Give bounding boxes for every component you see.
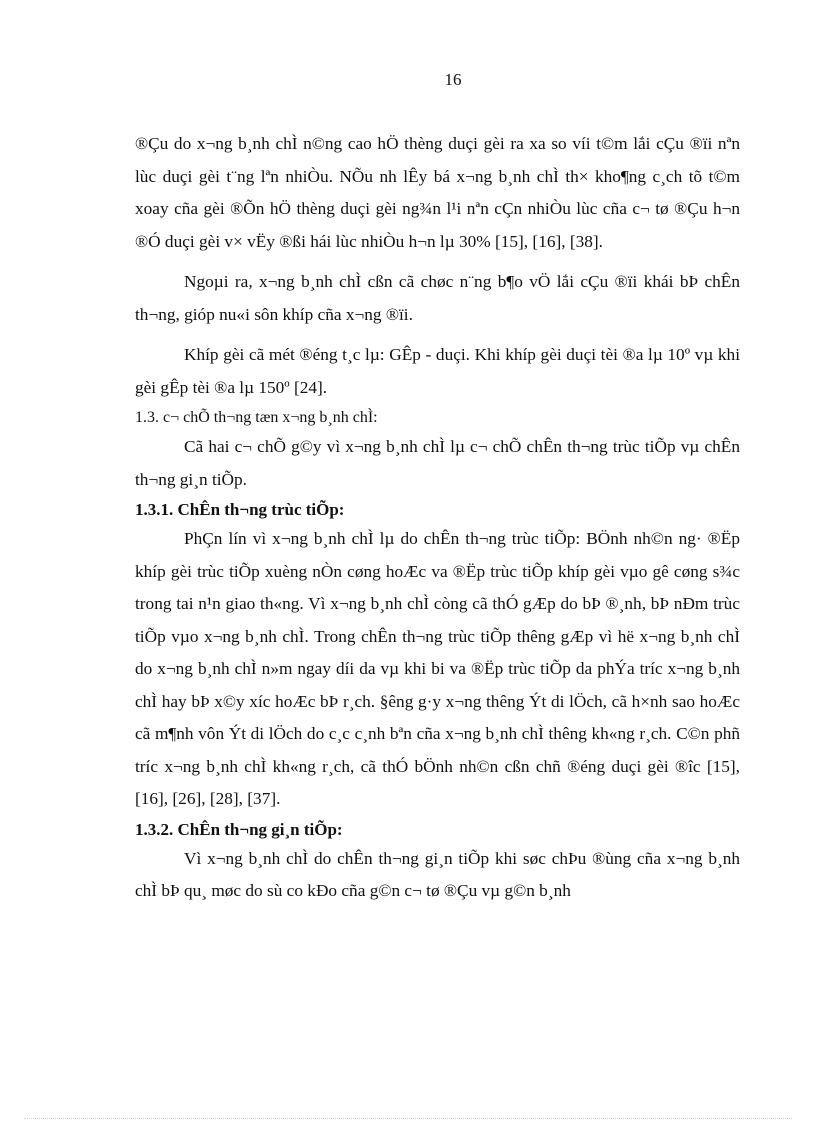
- document-body: [135, 128, 740, 908]
- paragraph: Khíp gèi cã mét ®éng t¸c lµ: GÊp - duçi. Khi khíp gèi duçi tèi ®a lµ 10º vµ khi gèi gÊp tèi ®a lµ 150º [24].: [135, 345, 740, 397]
- page-number: 16: [444, 70, 462, 89]
- paragraph: ®Çu do x¬ng b¸nh chÌ n©ng cao hÖ thèng duçi gèi ra xa so víi t©m lắi cÇu ®ïi nªn lùc duçi gèi t¨ng lªn nhiÒu. NÕu nh lÊy bá x¬ng b¸nh chÌ th× kho¶ng c¸ch tõ t©m xoay cña gèi ®Õn hÖ thèng duçi gèi ng¾n l¹i nªn cÇn nhiÒu lùc cña c¬ tø ®Çu h¬n ®Ó duçi gèi v× vËy ®ßi hái lùc nhiÒu h¬n lµ 30% [15], [16], [38].: [135, 134, 740, 251]
- page-bottom-divider: [24, 1118, 792, 1119]
- paragraph: Vì x¬ng b¸nh chÌ do chÊn th¬ng gi¸n tiÕp khi søc chÞu ®ùng cña x¬ng b¸nh chÌ bÞ qu¸ møc do sù co kÐo cña g©n c¬ tø ®Çu vµ g©n b¸nh: [135, 848, 740, 900]
- paragraph: PhÇn lín vì x¬ng b¸nh chÌ lµ do chÊn th¬ng trùc tiÕp: BÖnh nh©n ng· ®Ëp khíp gèi trùc tiÕp xuèng nÒn cøng hoÆc va ®Ëp trùc tiÕp khíp gèi vµo gê cøng s¾c trong tai n¹n giao th«ng. Vì x¬ng b¸nh chÌ còng cã thÓ gÆp do bÞ ®¸nh, bÞ nÐm trùc tiÕp vµo x¬ng b¸nh chÌ. Trong chÊn th¬ng trùc tiÕp thêng gÆp vì hë x¬ng b¸nh chÌ do x¬ng b¸nh chÌ n»m ngay díi da vµ khi bi va ®Ëp trùc tiÕp da phÝa tríc x¬ng b¸nh chÌ hay bÞ x©y xíc hoÆc bÞ r¸ch. §êng g·y x¬ng thêng Ýt di lÖch, cã h×nh sao hoÆc cã m¶nh vôn Ýt di lÖch do c¸c c¸nh bªn cña x¬ng b¸nh chÌ thêng kh«ng r¸ch. C©n phñ tríc x¬ng b¸nh chÌ kh«ng r¸ch, cã thÓ bÖnh nh©n cßn chñ ®éng duçi gèi ®îc [15], [16], [26], [28], [37].: [135, 529, 740, 808]
- paragraph: Cã hai c¬ chÕ g©y vì x¬ng b¸nh chÌ lµ c¬ chÕ chÊn th¬ng trùc tiÕp vµ chÊn th¬ng gi¸n tiÕp.: [135, 437, 740, 489]
- subsection-heading: 1.3.2. ChÊn th¬ng gi¸n tiÕp:: [135, 819, 343, 839]
- subsection-heading: 1.3.1. ChÊn th¬ng trùc tiÕp:: [135, 500, 345, 519]
- section-heading: 1.3. c¬ chÕ th¬ng tæn x¬ng b¸nh chÌ:: [135, 409, 378, 426]
- paragraph: Ngoµi ra, x¬ng b¸nh chÌ cßn cã chøc n¨ng b¶o vÖ lắi cÇu ®ïi khái bÞ chÊn th¬ng, gióp nu«i sôn khíp cña x¬ng ®ïi.: [135, 272, 740, 324]
